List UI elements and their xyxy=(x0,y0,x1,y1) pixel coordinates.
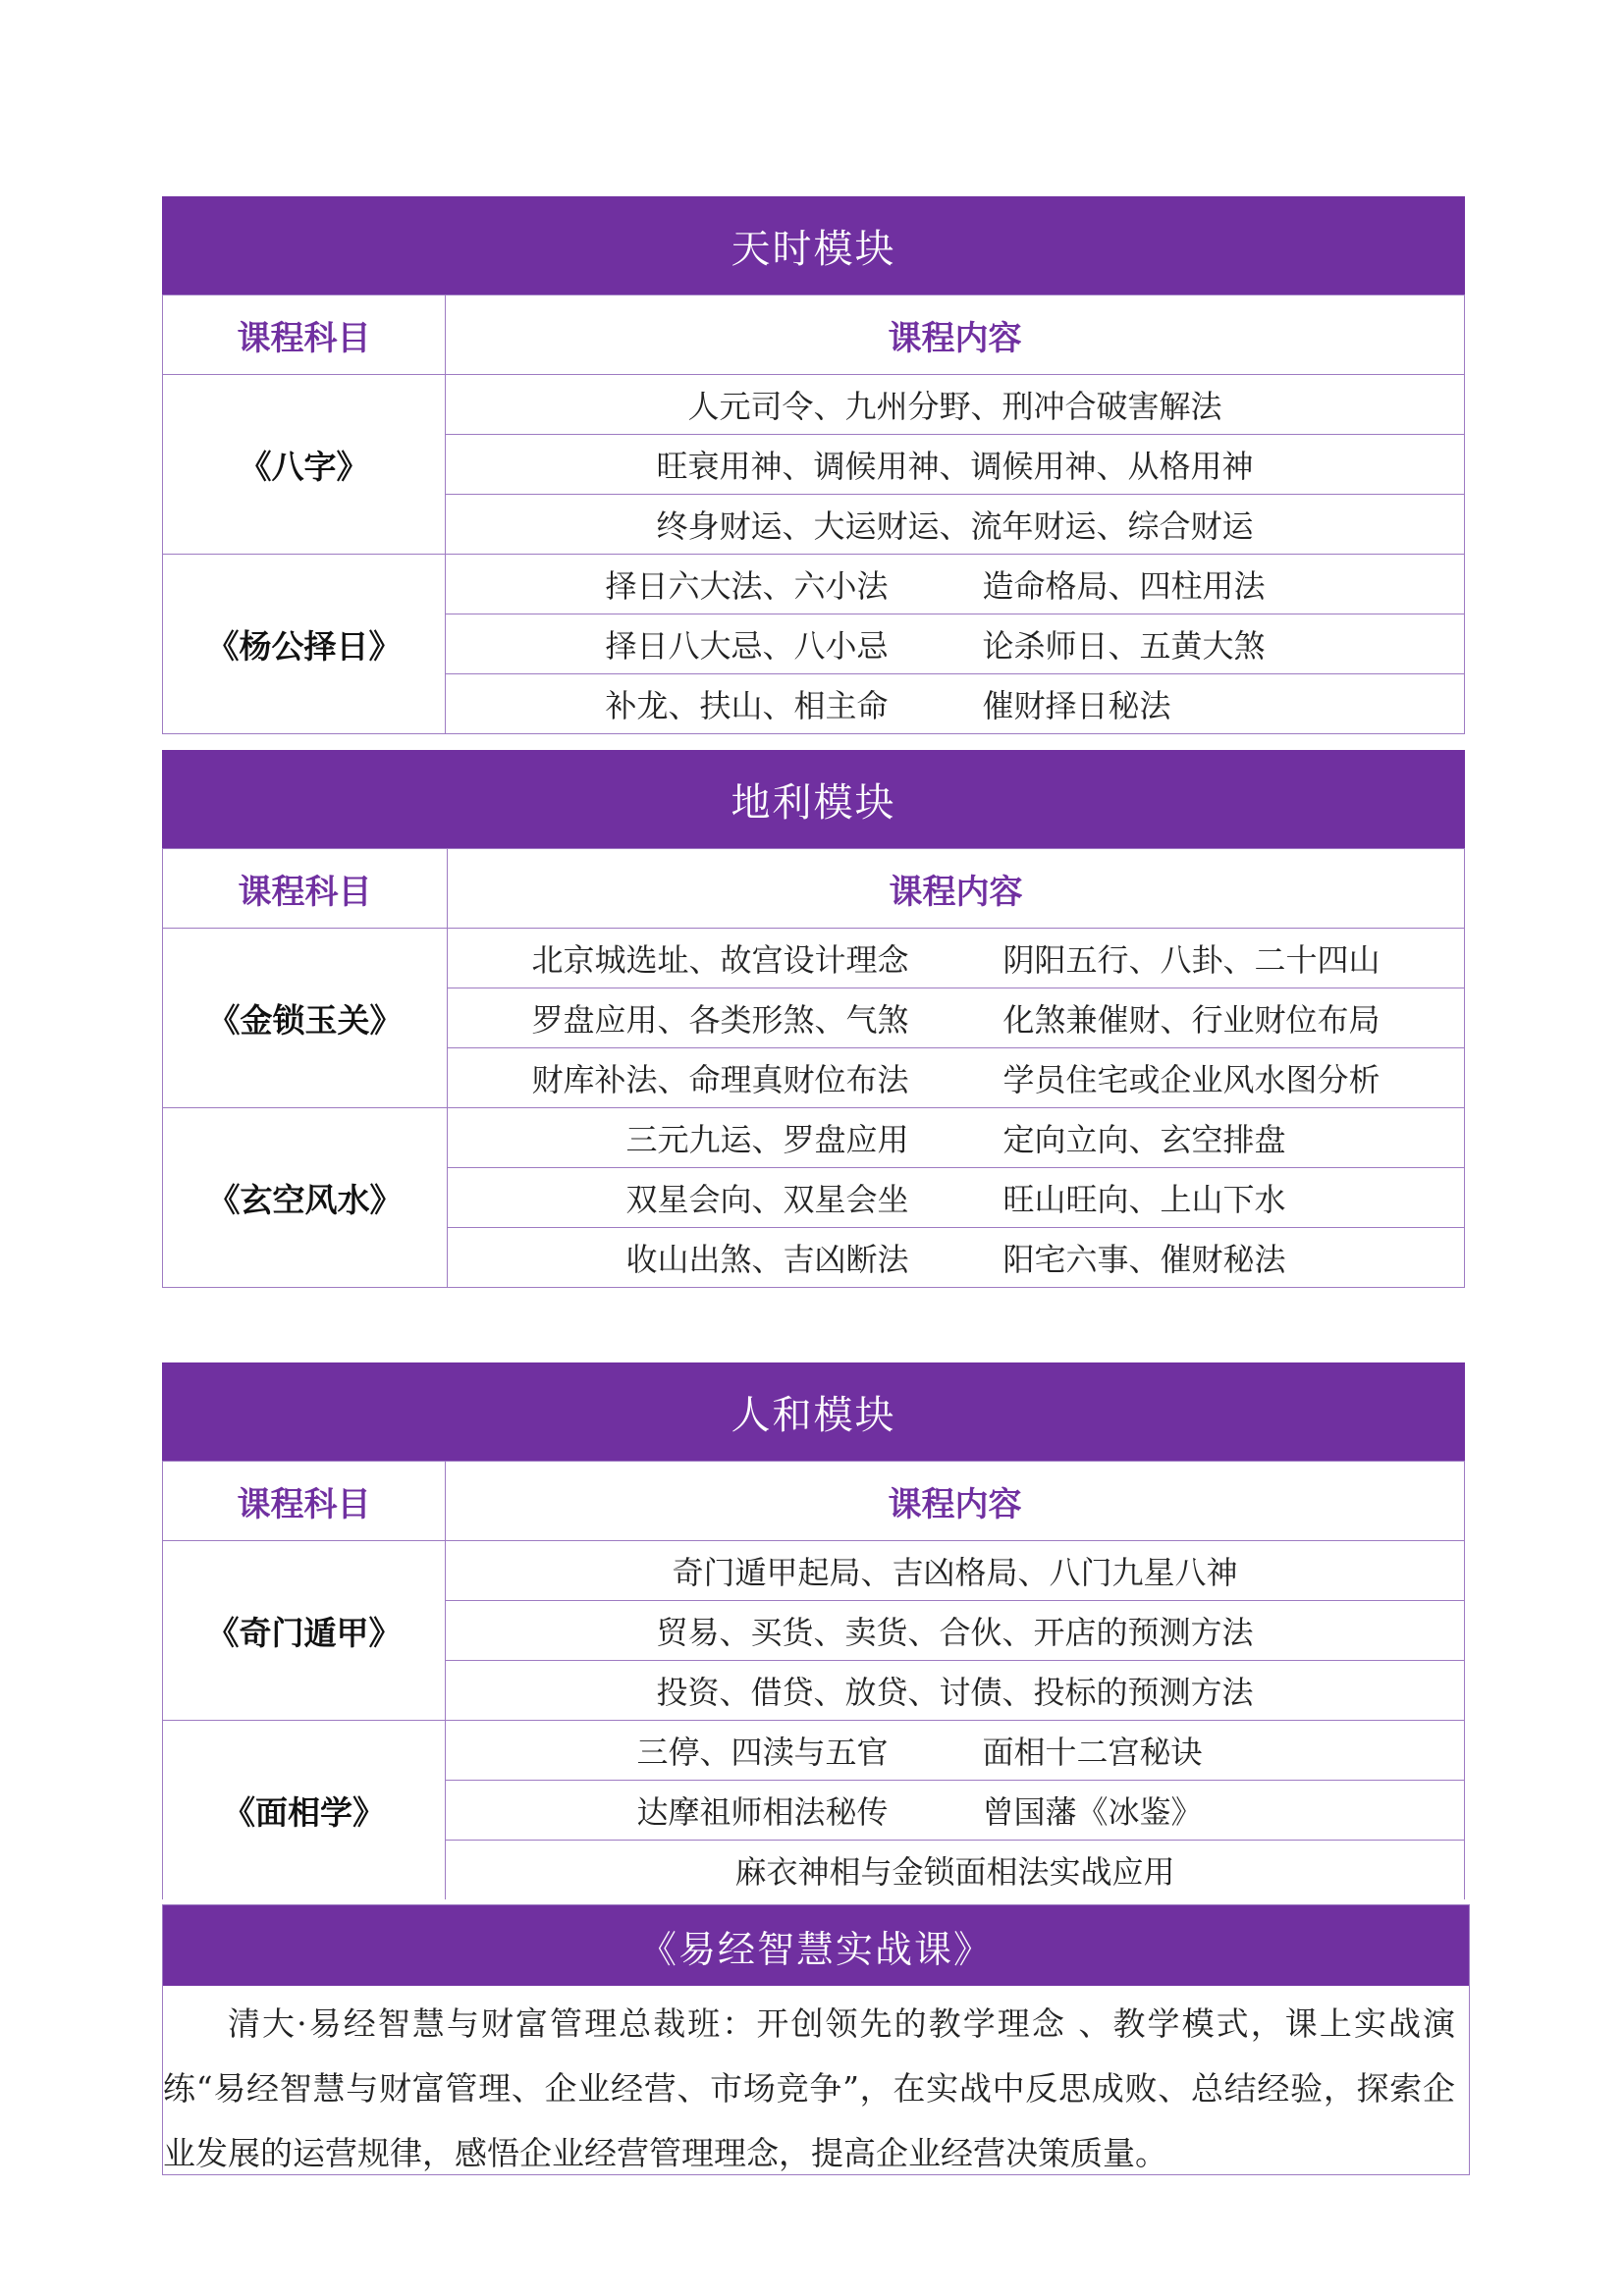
content-left: 收山出煞、吉凶断法 xyxy=(625,1241,909,1278)
content-left: 三元九运、罗盘应用 xyxy=(625,1121,909,1158)
dili-title: 地利模块 xyxy=(162,750,1465,848)
table-row xyxy=(163,555,1465,614)
content-item xyxy=(446,1721,1465,1781)
content-item xyxy=(446,674,1465,734)
content-item xyxy=(446,614,1465,674)
subject-mianxiang: 《面相学》 xyxy=(163,1721,446,1900)
col-content-header: 课程内容 xyxy=(446,1462,1465,1541)
content-right: 造命格局、四柱用法 xyxy=(982,567,1266,605)
content-item xyxy=(448,1168,1465,1228)
content-item xyxy=(448,1108,1465,1168)
content-left: 择日八大忌、八小忌 xyxy=(605,627,889,665)
content-item: 麻衣神相与金锁面相法实战应用 xyxy=(446,1841,1465,1900)
table-row xyxy=(163,1108,1465,1168)
subject-bazi: 《八字》 xyxy=(163,375,446,555)
dili-module xyxy=(162,750,1465,1288)
content-item xyxy=(448,988,1465,1048)
subject-yanggong: 《杨公择日》 xyxy=(163,555,446,734)
table-row xyxy=(163,1541,1465,1601)
content-item: 人元司令、九州分野、刑冲合破害解法 xyxy=(446,375,1465,435)
content-right: 催财择日秘法 xyxy=(982,687,1171,724)
content-item xyxy=(446,1781,1465,1841)
tianshi-table xyxy=(162,294,1465,734)
table-row xyxy=(163,1721,1465,1781)
content-right: 阴阳五行、八卦、二十四山 xyxy=(1002,941,1380,979)
col-content-header: 课程内容 xyxy=(446,295,1465,375)
renhe-table xyxy=(162,1461,1465,1899)
content-item xyxy=(448,1228,1465,1288)
table-header-row xyxy=(163,849,1465,929)
content-left: 财库补法、命理真财位布法 xyxy=(531,1061,909,1098)
content-left: 三停、四渎与五官 xyxy=(636,1734,889,1771)
yijing-section xyxy=(162,1904,1470,2175)
col-subject-header: 课程科目 xyxy=(163,849,448,929)
content-item xyxy=(446,555,1465,614)
content-item: 投资、借贷、放贷、讨债、投标的预测方法 xyxy=(446,1661,1465,1721)
dili-table xyxy=(162,848,1465,1288)
content-left: 达摩祖师相法秘传 xyxy=(636,1793,889,1831)
tianshi-title: 天时模块 xyxy=(162,196,1465,294)
content-left: 罗盘应用、各类形煞、气煞 xyxy=(531,1001,909,1039)
table-header-row xyxy=(163,1462,1465,1541)
content-right: 定向立向、玄空排盘 xyxy=(1002,1121,1286,1158)
tianshi-module xyxy=(162,196,1465,734)
yijing-description: 清大·易经智慧与财富管理总裁班：开创领先的教学理念 、教学模式，课上实战演练“易经智慧与财富管理、企业经营、市场竞争”，在实战中反思成败、总结经验，探索企业发展的运营规律，感悟企业经营管理理念，提高企业经营决策质量。 xyxy=(163,2004,1455,2172)
content-item: 终身财运、大运财运、流年财运、综合财运 xyxy=(446,495,1465,555)
content-item xyxy=(448,929,1465,988)
renhe-title: 人和模块 xyxy=(162,1362,1465,1461)
content-left: 双星会向、双星会坐 xyxy=(625,1181,909,1218)
col-subject-header: 课程科目 xyxy=(163,1462,446,1541)
subject-jinsuo: 《金锁玉关》 xyxy=(163,929,448,1108)
col-content-header: 课程内容 xyxy=(448,849,1465,929)
col-subject-header: 课程科目 xyxy=(163,295,446,375)
content-right: 旺山旺向、上山下水 xyxy=(1002,1181,1286,1218)
renhe-module xyxy=(162,1362,1465,1899)
content-left: 北京城选址、故宫设计理念 xyxy=(531,941,909,979)
content-item: 贸易、买货、卖货、合伙、开店的预测方法 xyxy=(446,1601,1465,1661)
table-row xyxy=(163,929,1465,988)
content-right: 阳宅六事、催财秘法 xyxy=(1002,1241,1286,1278)
table-header-row xyxy=(163,295,1465,375)
table-row xyxy=(163,375,1465,435)
content-item xyxy=(448,1048,1465,1108)
content-right: 曾国藩《冰鉴》 xyxy=(982,1793,1203,1831)
yijing-title: 《易经智慧实战课》 xyxy=(163,1905,1469,1986)
content-right: 学员住宅或企业风水图分析 xyxy=(1002,1061,1380,1098)
content-right: 面相十二宫秘诀 xyxy=(982,1734,1203,1771)
content-left: 择日六大法、六小法 xyxy=(605,567,889,605)
content-right: 化煞兼催财、行业财位布局 xyxy=(1002,1001,1380,1039)
content-left: 补龙、扶山、相主命 xyxy=(605,687,889,724)
content-item: 旺衰用神、调候用神、调候用神、从格用神 xyxy=(446,435,1465,495)
content-item: 奇门遁甲起局、吉凶格局、八门九星八神 xyxy=(446,1541,1465,1601)
subject-xuankong: 《玄空风水》 xyxy=(163,1108,448,1288)
subject-qimen: 《奇门遁甲》 xyxy=(163,1541,446,1721)
content-right: 论杀师日、五黄大煞 xyxy=(982,627,1266,665)
